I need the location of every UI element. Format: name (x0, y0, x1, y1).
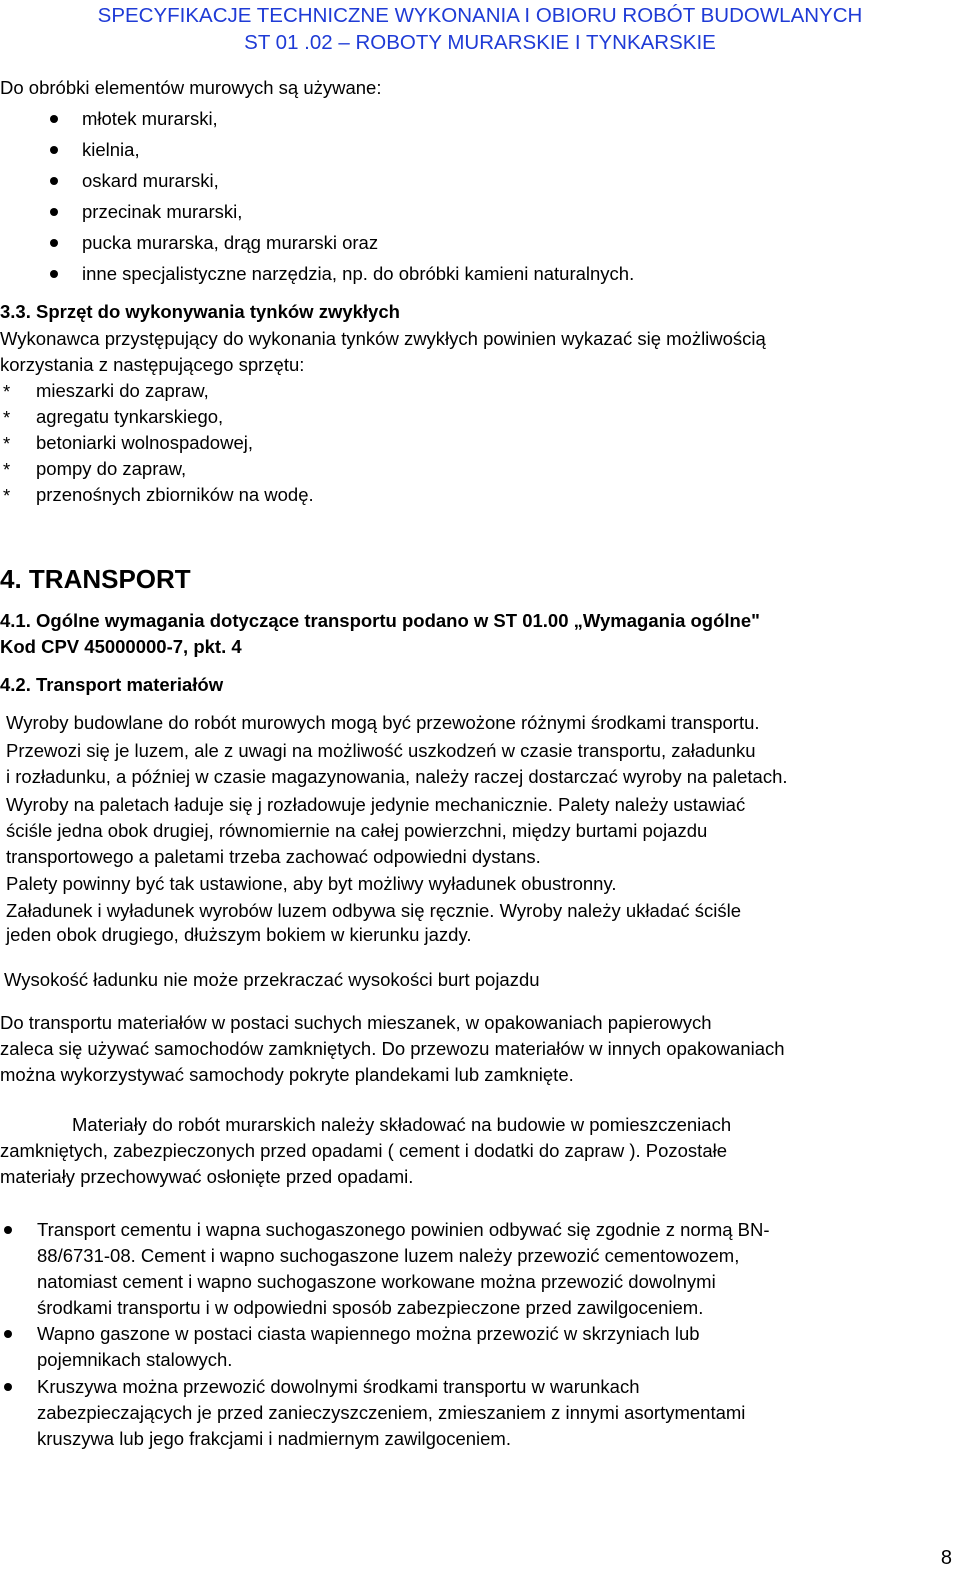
list-item-line: 88/6731-08. Cement i wapno suchogaszone luzem należy przewozić cementowozem, (37, 1245, 740, 1266)
paragraph-line: Przewozi się je luzem, ale z uwagi na możliwość uszkodzeń w czasie transportu, załadunku (6, 740, 756, 761)
section-heading: 3.3. Sprzęt do wykonywania tynków zwykłych (0, 301, 400, 322)
list-item: młotek murarski, (82, 108, 218, 129)
paragraph-line: można wykorzystywać samochody pokryte plandekami lub zamknięte. (0, 1064, 574, 1085)
list-item-line: natomiast cement i wapno suchogaszone workowane można przewozić dowolnymi (37, 1271, 716, 1292)
bullet-icon (50, 208, 58, 216)
header-subtitle: ST 01 .02 – ROBOTY MURARSKIE I TYNKARSKIE (244, 31, 716, 54)
chapter-heading: 4. TRANSPORT (0, 564, 191, 594)
paragraph-line: Załadunek i wyładunek wyrobów luzem odbywa się ręcznie. Wyroby należy układać ściśle (6, 900, 742, 921)
list-item: mieszarki do zapraw, (36, 380, 209, 401)
paragraph-line: Wyroby budowlane do robót murowych mogą być przewożone różnymi środkami transportu. (6, 712, 760, 733)
list-item-line: środkami transportu i w odpowiedni sposób zabezpieczone przed zawilgoceniem. (37, 1297, 704, 1318)
bullet-icon (50, 239, 58, 247)
paragraph-line: korzystania z następującego sprzętu: (0, 354, 305, 375)
list-item: pompy do zapraw, (36, 458, 187, 479)
paragraph-line: Palety powinny być tak ustawione, aby byt możliwy wyładunek obustronny. (6, 873, 617, 894)
list-item-line: zabezpieczających je przed zanieczyszczeniem, zmieszaniem z innymi asortymentami (37, 1402, 746, 1423)
paragraph-line: jeden obok drugiego, dłuższym bokiem w kierunku jazdy. (6, 924, 472, 945)
star-marker: * (3, 407, 11, 428)
star-marker: * (3, 485, 11, 506)
bullet-icon (4, 1226, 12, 1234)
list-item-line: Transport cementu i wapna suchogaszonego powinien odbywać się zgodnie z normą BN- (37, 1219, 770, 1240)
list-item-line: pojemnikach stalowych. (37, 1349, 233, 1370)
list-item-line: kruszywa lub jego frakcjami i nadmiernym zawilgoceniem. (37, 1428, 511, 1449)
list-item-line: Wapno gaszone w postaci ciasta wapiennego można przewozić w skrzyniach lub (37, 1323, 700, 1344)
list-item: inne specjalistyczne narzędzia, np. do obróbki kamieni naturalnych. (82, 263, 635, 284)
list-item: agregatu tynkarskiego, (36, 406, 224, 427)
bullet-icon (4, 1383, 12, 1391)
page-header (0, 2, 960, 56)
bullet-icon (50, 177, 58, 185)
paragraph-line: materiały przechowywać osłonięte przed opadami. (0, 1166, 414, 1187)
paragraph-line: zaleca się używać samochodów zamkniętych. Do przewozu materiałów w innych opakowaniach (0, 1038, 785, 1059)
list-item-line: Kruszywa można przewozić dowolnymi środkami transportu w warunkach (37, 1376, 640, 1397)
paragraph-line: Do transportu materiałów w postaci suchych mieszanek, w opakowaniach papierowych (0, 1012, 712, 1033)
star-marker: * (3, 459, 11, 480)
paragraph-line: Materiały do robót murarskich należy składować na budowie w pomieszczeniach (72, 1114, 732, 1135)
header-title: SPECYFIKACJE TECHNICZNE WYKONANIA I OBIORU ROBÓT BUDOWLANYCH (97, 4, 863, 27)
list-item: pucka murarska, drąg murarski oraz (82, 232, 379, 253)
bullet-icon (50, 146, 58, 154)
list-item: przenośnych zbiorników na wodę. (36, 484, 314, 505)
list-item: przecinak murarski, (82, 201, 243, 222)
tools-intro: Do obróbki elementów murowych są używane: (0, 77, 382, 98)
page-number: 8 (940, 1547, 952, 1569)
paragraph-line: Wyroby na paletach ładuje się j rozładowuje jedynie mechanicznie. Palety należy ustawiać (6, 794, 746, 815)
paragraph-line: Wykonawca przystępujący do wykonania tynków zwykłych powinien wykazać się możliwością (0, 328, 766, 349)
section-heading: 4.1. Ogólne wymagania dotyczące transportu podano w ST 01.00 „Wymagania ogólne" (0, 610, 760, 631)
list-item: kielnia, (82, 139, 140, 160)
paragraph-line: i rozładunku, a później w czasie magazynowania, należy raczej dostarczać wyroby na paletach. (6, 766, 788, 787)
paragraph-line: ściśle jedna obok drugiej, równomiernie na całej powierzchni, między burtami pojazdu (6, 820, 708, 841)
star-marker: * (3, 433, 11, 454)
section-heading: 4.2. Transport materiałów (0, 674, 224, 695)
bullet-icon (50, 115, 58, 123)
bullet-icon (4, 1330, 12, 1338)
star-marker: * (3, 381, 11, 402)
section-heading-cont: Kod CPV 45000000-7, pkt. 4 (0, 636, 242, 657)
paragraph-line: transportowego a paletami trzeba zachować odpowiedni dystans. (6, 846, 541, 867)
paragraph-line: Wysokość ładunku nie może przekraczać wysokości burt pojazdu (4, 969, 540, 990)
paragraph-line: zamkniętych, zabezpieczonych przed opadami ( cement i dodatki do zapraw ). Pozostałe (0, 1140, 728, 1161)
bullet-icon (50, 270, 58, 278)
list-item: oskard murarski, (82, 170, 219, 191)
list-item: betoniarki wolnospadowej, (36, 432, 253, 453)
